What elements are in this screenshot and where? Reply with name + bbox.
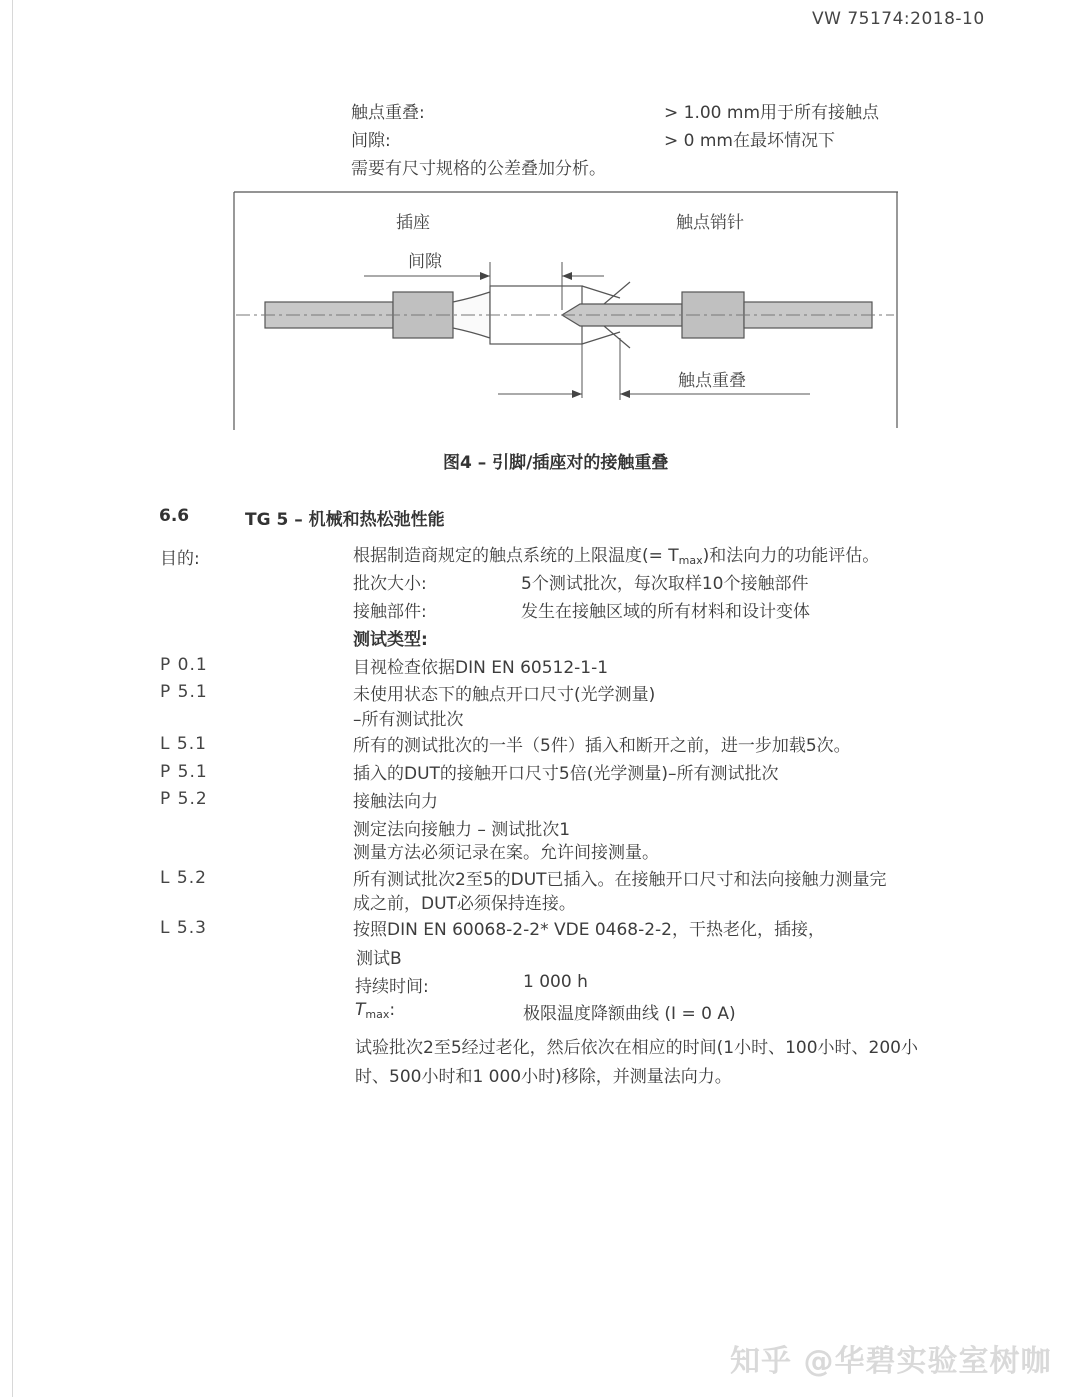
socket-label: 插座 xyxy=(396,213,430,233)
batch-size-label: 批次大小: xyxy=(353,574,427,594)
tmax-value: 极限温度降额曲线 (I = 0 A) xyxy=(523,1004,736,1024)
contact-parts-value: 发生在接触区域的所有材料和设计变体 xyxy=(521,602,810,622)
section-title: TG 5 – 机械和热松弛性能 xyxy=(245,510,445,530)
step-code: L 5.1 xyxy=(160,734,207,754)
step-code: P 0.1 xyxy=(160,655,208,675)
section-number: 6.6 xyxy=(159,506,190,526)
step-line: 插入的DUT的接触开口尺寸5倍(光学测量)–所有测试批次 xyxy=(353,764,779,784)
final-paragraph-line: 试验批次2至5经过老化，然后依次在相应的时间(1小时、100小时、200小 xyxy=(355,1038,918,1058)
overlap-value: > 1.00 mm用于所有接触点 xyxy=(664,103,880,123)
step-line: 所有的测试批次的一半（5件）插入和断开之前，进一步加载5次。 xyxy=(353,736,851,756)
test-type-label: 测试类型: xyxy=(353,630,428,650)
purpose-label: 目的: xyxy=(160,549,200,569)
step-line: 目视检查依据DIN EN 60512-1-1 xyxy=(353,658,609,678)
overlap-dimension-label: 触点重叠 xyxy=(678,371,746,391)
batch-size-value: 5个测试批次，每次取样10个接触部件 xyxy=(521,574,809,594)
step-line: 按照DIN EN 60068-2-2* VDE 0468-2-2，干热老化，插接， xyxy=(353,920,825,940)
step-code: P 5.1 xyxy=(160,762,208,782)
step-code: P 5.1 xyxy=(160,682,208,702)
gap-dimension-label: 间隙 xyxy=(408,252,442,272)
contact-parts-label: 接触部件: xyxy=(353,602,427,622)
tmax-label: $T_{max}$: xyxy=(355,1000,396,1021)
step-line: 接触法向力 xyxy=(353,792,438,812)
step-line: –所有测试批次 xyxy=(353,710,464,730)
duration-label: 持续时间: xyxy=(355,977,429,997)
watermark: 知乎 @华碧实验室树咖 xyxy=(730,1344,1052,1379)
figure-caption: 图4 – 引脚/插座对的接触重叠 xyxy=(443,453,669,473)
step-code: L 5.3 xyxy=(160,918,207,938)
final-paragraph-line: 时、500小时和1 000小时)移除，并测量法向力。 xyxy=(355,1067,732,1087)
step-code: L 5.2 xyxy=(160,868,207,888)
document-id: VW 75174:2018-10 xyxy=(812,9,985,29)
gap-value: > 0 mm在最坏情况下 xyxy=(664,131,835,151)
step-line: 测试B xyxy=(356,949,402,969)
duration-value: 1 000 h xyxy=(523,972,588,992)
tolerance-note: 需要有尺寸规格的公差叠加分析。 xyxy=(351,159,606,179)
contact-overlap-figure xyxy=(232,190,900,432)
step-line: 未使用状态下的触点开口尺寸(光学测量) xyxy=(353,685,656,705)
step-code: P 5.2 xyxy=(160,789,208,809)
step-line: 测定法向接触力 – 测试批次1 xyxy=(353,820,571,840)
page-edge xyxy=(12,0,13,1397)
step-line: 成之前，DUT必须保持连接。 xyxy=(353,894,576,914)
figure-drawing xyxy=(232,190,900,432)
step-line: 测量方法必须记录在案。允许间接测量。 xyxy=(353,843,659,863)
purpose-text: 根据制造商规定的触点系统的上限温度(= $T_{max}$)和法向力的功能评估。 xyxy=(353,546,880,567)
overlap-label: 触点重叠: xyxy=(351,103,425,123)
contact-pin-label: 触点销针 xyxy=(676,213,744,233)
step-line: 所有测试批次2至5的DUT已插入。在接触开口尺寸和法向接触力测量完 xyxy=(353,870,887,890)
gap-label: 间隙: xyxy=(351,131,391,151)
